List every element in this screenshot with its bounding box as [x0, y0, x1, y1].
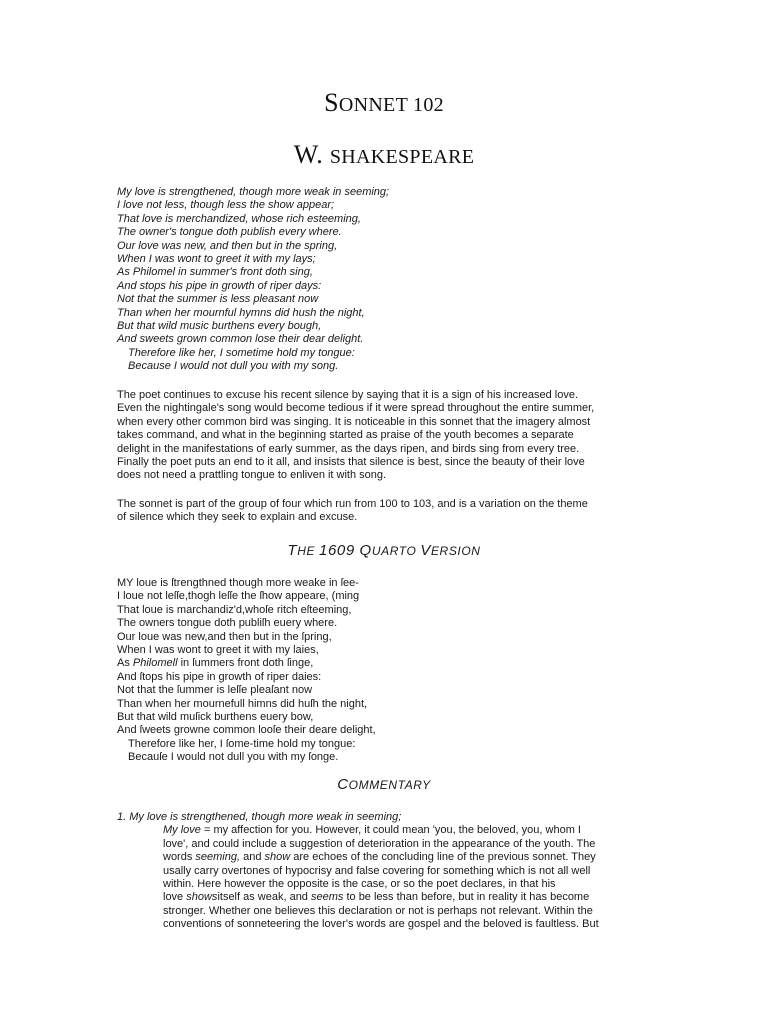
group-note-line: of silence which they seek to explain and excuse.: [117, 511, 358, 524]
intro-line: The poet continues to excuse his recent silence by saying that it is a sign of his increased love.: [117, 389, 579, 401]
commentary-line: love', and could include a suggestion of deterioration in the appearance of the youth. The: [163, 837, 596, 850]
intro-line: takes command, and what in the beginning started as praise of the youth becomes a separate: [117, 429, 574, 442]
commentary-line: love showsitself as weak, and seems to be less than before, but in reality it has become: [163, 891, 590, 904]
sonnet-line: Than when her mournful hymns did hush the night,: [117, 306, 365, 319]
intro-line: delight in the manifestations of early summer, as the days ripen, and birds sing from every tree.: [117, 442, 580, 455]
sonnet-line: As Philomel in summer's front doth sing,: [117, 266, 313, 279]
sonnet-line: Our love was new, and then but in the spring,: [117, 239, 338, 252]
commentary-line: conventions of sonneteering the lover's words are gospel and the beloved is faultless. But: [163, 918, 599, 931]
quarto-line: I loue not leſſe,thogh leſſe the ſhow appeare, (ming: [117, 590, 360, 603]
sonnet-line: Therefore like her, I sometime hold my tongue:: [128, 346, 355, 359]
emphasis-text: show: [264, 851, 291, 864]
commentary-line: within. Here however the opposite is the case, or so the poet declares, in that his: [163, 878, 556, 891]
quarto-text: [117, 577, 657, 765]
title-rest: ONNET 102: [338, 94, 444, 116]
sonnet-line: When I was wont to greet it with my lays;: [117, 253, 316, 266]
group-note-paragraph: [117, 498, 657, 525]
quarto-line: MY loue is ſtrengthned though more weake in ſee-: [117, 577, 359, 589]
emphasis-text: My love: [163, 824, 201, 837]
commentary-heading: COMMENTARY: [337, 776, 431, 793]
intro-paragraph: [117, 389, 657, 483]
quarto-line: As Philomell in ſummers front doth ſinge,: [117, 657, 314, 670]
intro-line: Finally the poet puts an end to it all, and insists that silence is best, since the beauty of their love: [117, 456, 585, 469]
commentary-line: usally carry overtones of hypocrisy and false covering for something which is not all well: [163, 864, 591, 877]
quarto-line: And ſtops his pipe in growth of riper daies:: [117, 670, 322, 683]
sonnet-line: And sweets grown common lose their dear delight.: [117, 333, 364, 346]
sonnet-line: Because I would not dull you with my song.: [128, 360, 339, 373]
author-title: [0, 140, 768, 170]
commentary-item-heading: 1. My love is strengthened, though more weak in seeming;: [117, 811, 402, 823]
quarto-line: That loue is marchandiz'd,whoſe ritch eſteeming,: [117, 603, 352, 616]
intro-line: when every other common bird was singing. It is noticeable in this sonnet that the imagery almost: [117, 415, 591, 428]
sonnet-text: [117, 186, 657, 374]
sonnet-line: And stops his pipe in growth of riper days:: [117, 279, 322, 292]
commentary-line: words seeming, and show are echoes of the concluding line of the previous sonnet. They: [163, 851, 596, 864]
group-note-line: The sonnet is part of the group of four which run from 100 to 103, and is a variation on the theme: [117, 498, 588, 510]
sonnet-line: My love is strengthened, though more weak in seeming;: [117, 186, 390, 198]
sonnet-line: I love not less, though less the show appear;: [117, 199, 335, 212]
title-initial: S: [324, 88, 339, 117]
sonnet-line: That love is merchandized, whose rich esteeming,: [117, 212, 361, 225]
intro-line: Even the nightingale's song would become tedious if it were spread throughout the entire summer,: [117, 402, 595, 415]
quarto-line: But that wild muſick burthens euery bow,: [117, 711, 314, 724]
commentary-section: [117, 811, 657, 932]
quarto-line: Not that the ſummer is leſſe pleaſant now: [117, 684, 313, 697]
emphasis-text: seems: [311, 891, 344, 904]
commentary-line: My love = my affection for you. However, it could mean 'you, the beloved, you, whom I: [163, 824, 581, 837]
author-initial: W.: [293, 140, 323, 169]
sonnet-line: Not that the summer is less pleasant now: [117, 293, 319, 306]
quarto-line: Our loue was new,and then but in the ſpring,: [117, 630, 332, 643]
sonnet-line: But that wild music burthens every bough,: [117, 320, 322, 333]
commentary-line: stronger. Whether one believes this declaration or not is perhaps not relevant. Within the: [163, 904, 593, 917]
intro-line: does not need a prattling tongue to enliven it with song.: [117, 469, 387, 482]
sonnet-title: [0, 88, 768, 118]
quarto-line: The owners tongue doth publiſh euery where.: [117, 617, 338, 630]
emphasis-text: Philomell: [132, 657, 178, 670]
author-name: SHAKESPEARE: [329, 146, 475, 168]
sonnet-line: The owner's tongue doth publish every where.: [117, 226, 342, 239]
quarto-line: Becauſe I would not dull you with my ſonge.: [128, 751, 339, 764]
quarto-line: When I was wont to greet it with my laies,: [117, 644, 319, 657]
quarto-line: Therefore like her, I ſome-time hold my tongue:: [128, 737, 356, 750]
emphasis-text: shows: [186, 891, 218, 904]
quarto-line: Than when her mournefull himns did huſh the night,: [117, 697, 368, 710]
quarto-heading: THE 1609 QUARTO VERSION: [287, 542, 481, 559]
quarto-line: And ſweets growne common looſe their deare delight,: [117, 724, 376, 737]
emphasis-text: seeming,: [195, 851, 241, 864]
